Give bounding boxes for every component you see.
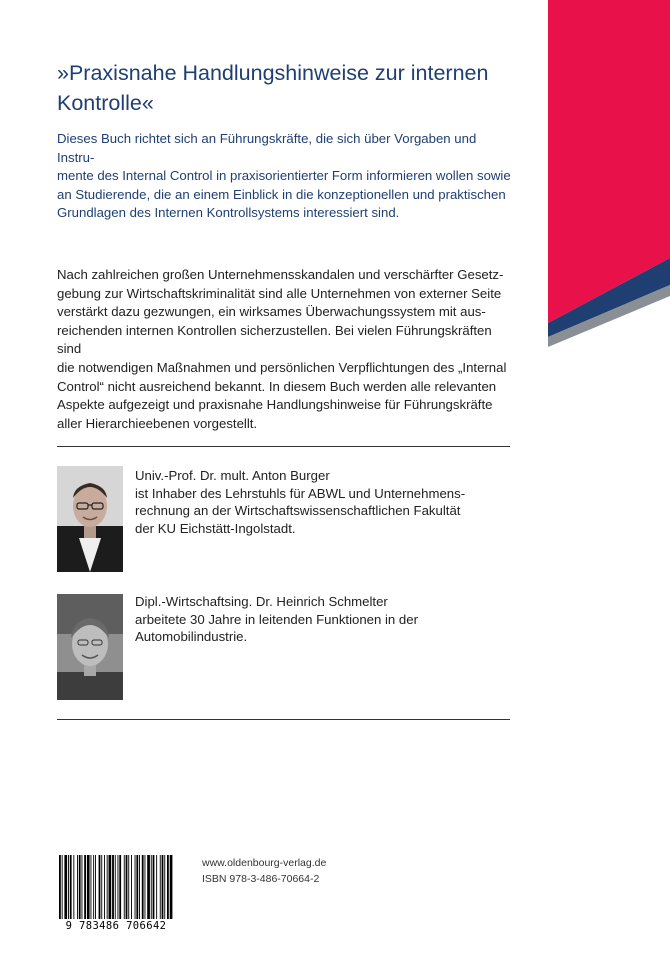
barcode-bar [64,855,67,921]
barcode-bar [153,855,155,921]
barcode-bar [151,855,152,921]
barcode-bar [128,855,129,921]
barcode-bar [162,855,164,921]
barcode-bar [70,855,72,921]
barcode-bar [68,855,69,921]
author-bio-line: ist Inhaber des Lehrstuhls für ABWL und Unternehmens- [135,485,466,501]
barcode-bar [139,855,140,921]
description-line: gebung zur Wirtschaftskriminalität sind alle Unternehmen von externer Seite [57,285,502,301]
barcode-bar [79,855,81,921]
barcode-bar [73,855,74,921]
barcode-bar [147,855,150,921]
author-bio-schmelter [135,593,505,646]
intro-line: mente des Internal Control in praxisorientierter Form informieren wollen sowie [57,168,511,184]
headline [57,58,497,118]
barcode-bar [77,855,78,921]
description-line: Nach zahlreichen großen Unternehmensskandalen und verschärfter Gesetz- [57,267,504,282]
barcode-bar [135,855,136,921]
cover-side-stripe [548,0,670,963]
barcode-bar [99,855,101,921]
author-bio-burger [135,467,505,537]
barcode-bar [156,855,157,921]
author-bio-line: rechnung an der Wirtschaftswissenschaftlichen Fakultät [135,503,461,519]
barcode-bar [142,855,144,921]
barcode-bar [118,855,119,921]
barcode-bar [124,855,125,921]
barcode-bar [87,855,90,921]
barcode-bar [126,855,128,921]
intro-line: Grundlagen des Internen Kontrollsystems interessiert sind. [57,205,400,221]
barcode-bar [164,855,165,921]
publisher-website: www.oldenbourg-verlag.de [202,857,327,869]
intro-line: Dieses Buch richtet sich an Führungskräfte, die sich über Vorgaben und Instru- [57,131,477,165]
author-photo-schmelter [57,594,123,700]
author-name: Univ.-Prof. Dr. mult. Anton Burger [135,468,330,483]
barcode-bar [101,855,102,921]
description-line: die notwendigen Maßnahmen und persönlichen Verpflichtungen des „Internal [57,359,507,375]
author-name: Dipl.-Wirtschaftsing. Dr. Heinrich Schmelter [135,594,388,609]
isbn-number: ISBN 978-3-486-70664-2 [202,873,320,885]
author-bio-line: Automobilindustrie. [135,629,248,645]
headline-line: Kontrolle« [57,91,154,115]
intro-line: an Studierende, die an einem Einblick in die konzeptionellen und praktischen [57,186,506,202]
barcode-bar [104,855,105,921]
barcode-bar [115,855,116,921]
intro-paragraph [57,130,512,223]
barcode-digits: 9 783486 706642 [57,919,175,933]
barcode-bar [91,855,92,921]
barcode-bar [82,855,83,921]
barcode-bar [109,855,112,921]
barcode-bar [160,855,161,921]
description-line: aller Hierarchieebenen vorgestellt. [57,415,258,431]
barcode-bar [167,855,169,921]
barcode-bar [107,855,108,921]
author-photo-burger [57,466,123,572]
divider-top [57,446,510,447]
barcode-bar [84,855,86,921]
barcode-bar [95,855,96,921]
author-bio-line: der KU Eichstätt-Ingolstadt. [135,520,296,536]
publisher-info [202,855,326,887]
barcode-bar [93,855,94,921]
description-paragraph [57,266,515,433]
barcode-bar [131,855,132,921]
description-line: Control“ nicht ausreichend bekannt. In diesem Buch werden alle relevanten [57,378,497,394]
divider-bottom [57,719,510,720]
author-bio-line: arbeitete 30 Jahre in leitenden Funktionen in der [135,611,418,627]
description-line: verstärkt dazu gezwungen, ein wirksames Überwachungssystem mit aus- [57,304,486,320]
barcode-bar [119,855,121,921]
barcode-bar [112,855,114,921]
description-line: Aspekte aufgezeigt und praxisnahe Handlungshinweise für Führungskräfte [57,397,493,413]
barcode-bar [145,855,146,921]
description-line: reichenden internen Kontrollen sicherzustellen. Bei vielen Führungskräften sind [57,322,492,357]
headline-line: »Praxisnahe Handlungshinweise zur internen [57,61,489,85]
